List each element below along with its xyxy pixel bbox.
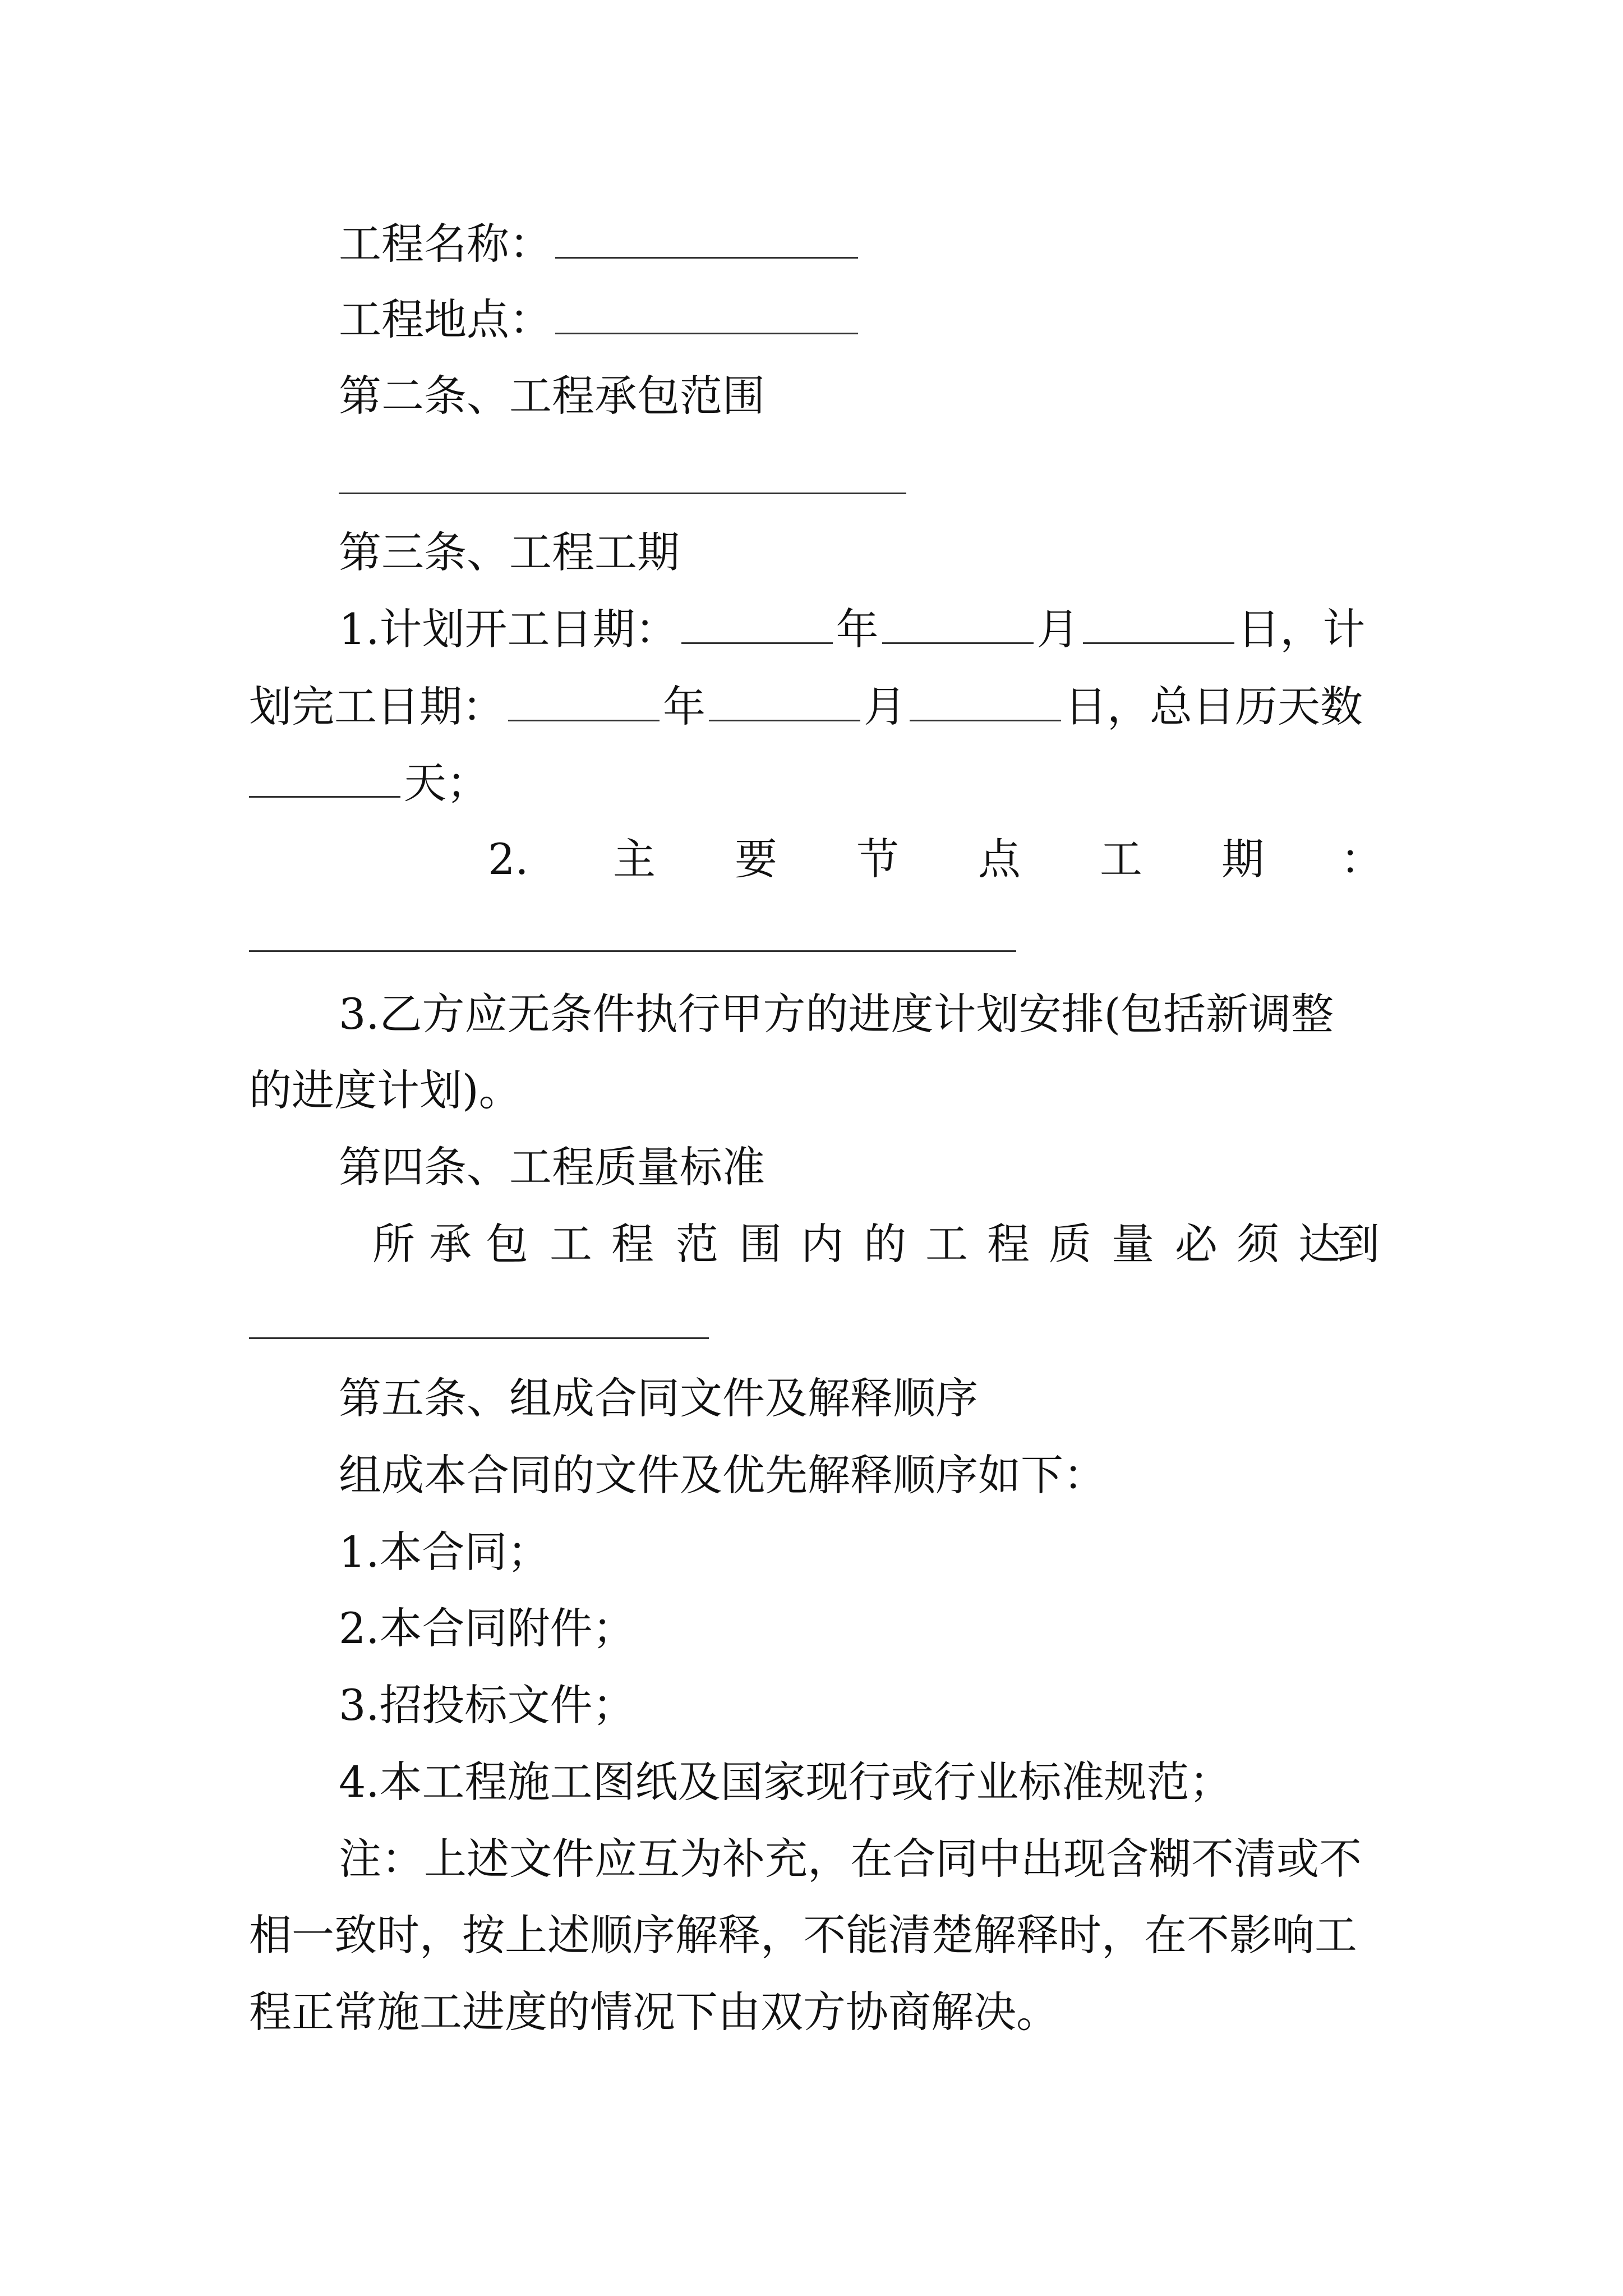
quality-char: 内	[801, 1219, 843, 1269]
milestone-line	[0, 820, 1623, 899]
article-4-heading: 第四条、工程质量标准	[339, 1142, 765, 1192]
total-days-unit: 天；	[404, 758, 489, 808]
milestone-blank-line	[249, 950, 1016, 952]
quality-char: 质	[1049, 1219, 1091, 1269]
milestone-char: ：	[1340, 834, 1383, 884]
quality-char: 所	[372, 1219, 415, 1269]
project-location-label: 工程地点：	[339, 295, 552, 344]
start-date-line	[0, 590, 1623, 669]
scope-blank-line	[339, 493, 906, 494]
milestone-char: 期	[1221, 834, 1264, 884]
milestone-char: 主	[613, 834, 656, 884]
start-year-unit: 年	[836, 604, 879, 654]
quality-char: 围	[739, 1219, 782, 1269]
start-month-unit: 月	[1036, 604, 1080, 654]
finish-year-unit: 年	[663, 682, 706, 731]
finish-date-label: 划完工日期：	[249, 682, 505, 731]
article-5-heading: 第五条、组成合同文件及解释顺序	[339, 1373, 978, 1423]
schedule-clause-line2: 的进度计划)。	[249, 1065, 522, 1115]
finish-date-line	[0, 668, 1363, 746]
schedule-clause-line1: 3.乙方应无条件执行甲方的进度计划安排(包括新调整	[339, 989, 1334, 1039]
finish-month-unit: 月	[864, 682, 906, 731]
finish-month-blank	[709, 677, 860, 721]
project-name-line	[0, 205, 861, 283]
order-item-1: 1.本合同；	[339, 1527, 550, 1577]
finish-day-unit: 日，总日历天数	[1064, 682, 1363, 731]
project-name-label: 工程名称：	[339, 219, 552, 269]
quality-char: 包	[486, 1219, 528, 1269]
quality-char: 范	[676, 1219, 718, 1269]
quality-char: 程	[611, 1219, 654, 1269]
project-location-line	[0, 280, 861, 359]
milestone-char: 2.	[488, 834, 529, 884]
project-name-blank	[555, 214, 858, 259]
order-item-3: 3.招投标文件；	[339, 1680, 635, 1730]
order-intro: 组成本合同的文件及优先解释顺序如下：	[339, 1450, 1106, 1500]
quality-char: 到	[1337, 1219, 1380, 1269]
note-line3: 程正常施工进度的情况下由双方协商解决。	[249, 1987, 1059, 2037]
quality-char: 工	[925, 1219, 968, 1269]
finish-day-blank	[910, 677, 1061, 721]
total-days-blank	[249, 753, 400, 798]
start-day-blank	[1083, 600, 1234, 644]
order-item-2: 2.本合同附件；	[339, 1603, 635, 1653]
start-date-label: 1.计划开工日期：	[339, 604, 678, 654]
article-2-heading: 第二条、工程承包范围	[339, 371, 765, 421]
quality-char: 承	[429, 1219, 472, 1269]
quality-char: 的	[864, 1219, 906, 1269]
project-location-blank	[555, 290, 858, 334]
start-day-unit: 日，计	[1237, 604, 1366, 654]
total-days-line	[0, 744, 489, 822]
milestone-char: 要	[735, 834, 777, 884]
milestone-char: 工	[1100, 834, 1142, 884]
milestone-char: 点	[978, 834, 1021, 884]
quality-char: 工	[550, 1219, 592, 1269]
note-line1: 注：上述文件应互为补充，在合同中出现含糊不清或不	[339, 1834, 1362, 1884]
milestone-char: 节	[856, 834, 899, 884]
quality-char: 量	[1112, 1219, 1154, 1269]
start-month-blank	[882, 600, 1034, 644]
order-item-4: 4.本工程施工图纸及国家现行或行业标准规范；	[339, 1757, 1232, 1807]
quality-blank-line	[249, 1337, 709, 1339]
quality-char: 程	[987, 1219, 1030, 1269]
quality-char: 必	[1175, 1219, 1218, 1269]
quality-char: 达	[1298, 1219, 1341, 1269]
article-3-heading: 第三条、工程工期	[339, 527, 680, 577]
finish-year-blank	[508, 677, 660, 721]
quality-char: 须	[1237, 1219, 1279, 1269]
note-line2: 相一致时，按上述顺序解释，不能清楚解释时，在不影响工	[249, 1910, 1357, 1960]
quality-line	[0, 1205, 1623, 1283]
start-year-blank	[681, 600, 833, 644]
